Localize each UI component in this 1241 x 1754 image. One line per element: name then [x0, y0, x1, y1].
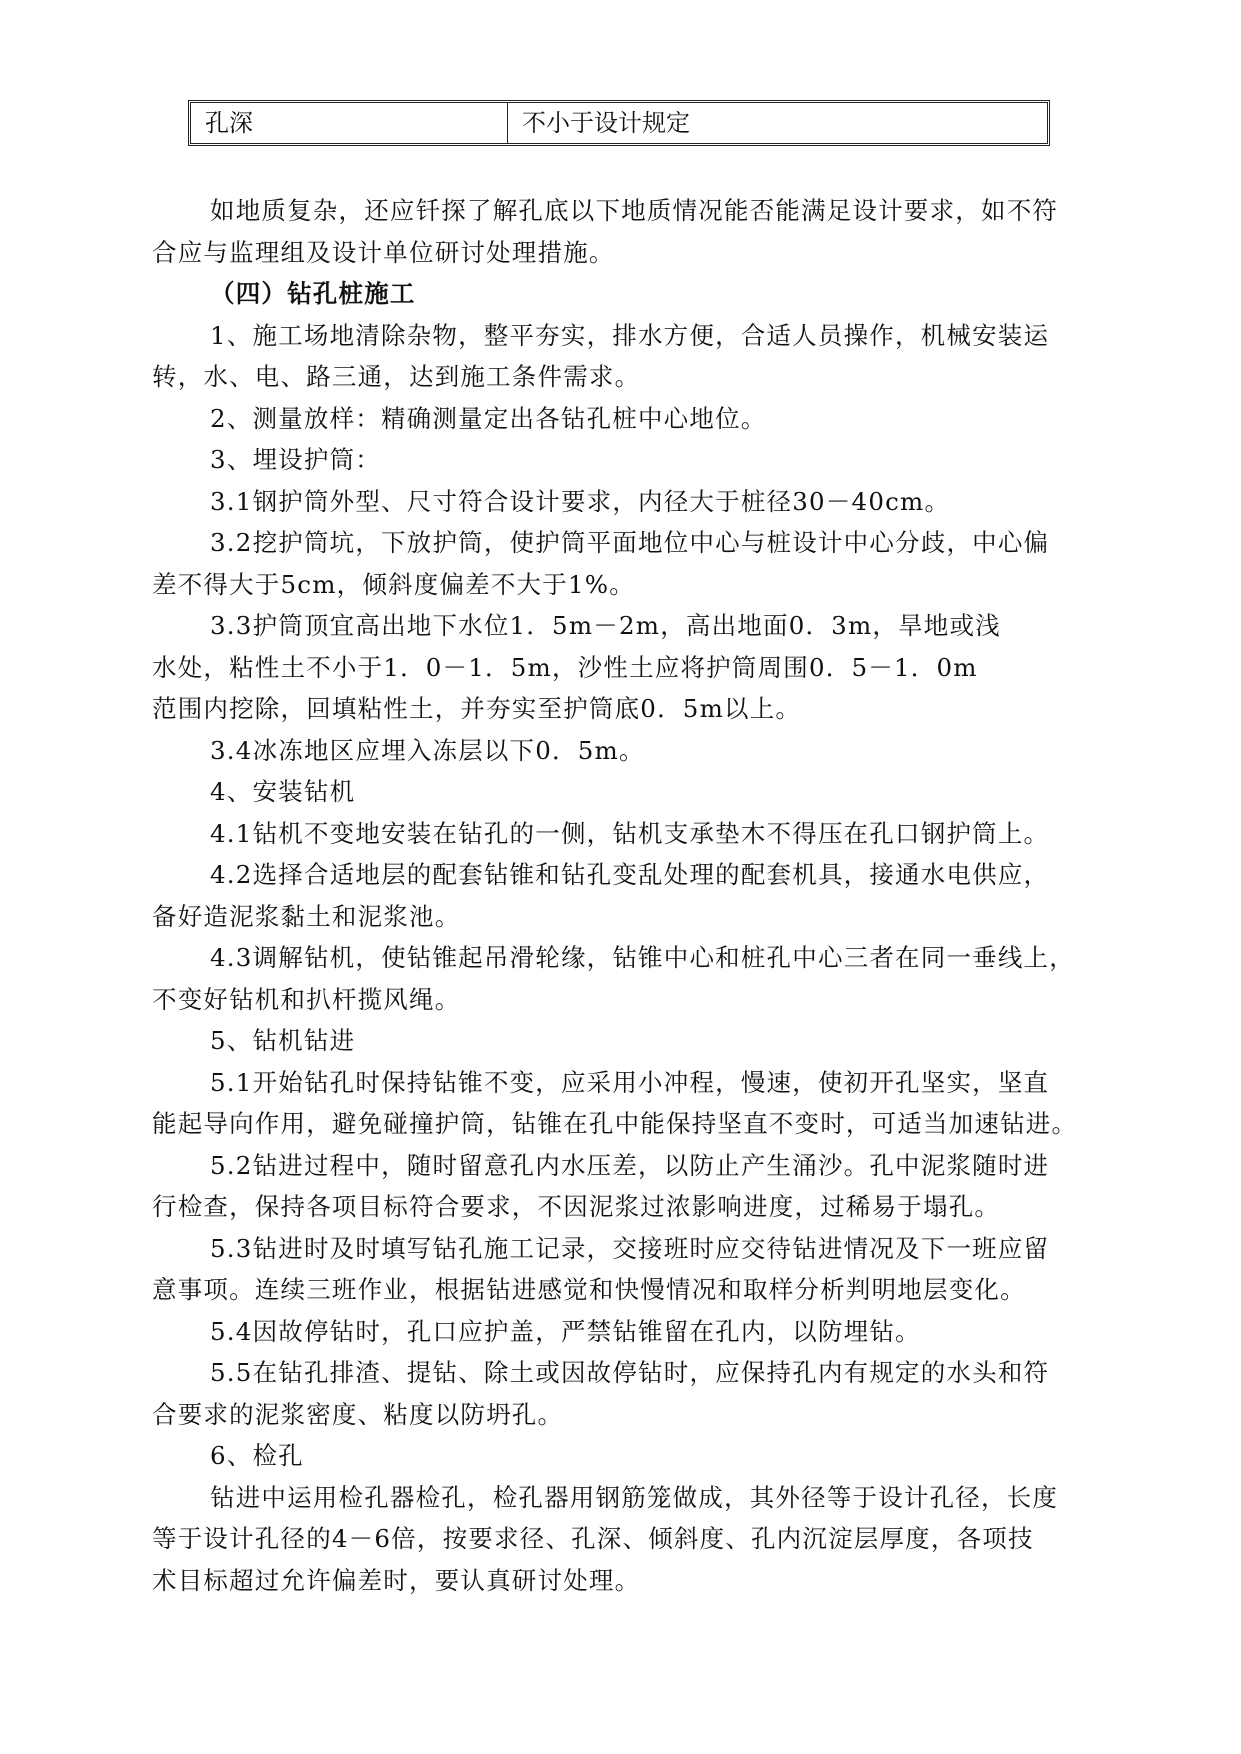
- text-line: 1、施工场地清除杂物，整平夯实，排水方便，合适人员操作，机械安装运: [210, 320, 1050, 350]
- paragraph: [152, 1062, 1092, 1145]
- paragraph: [152, 481, 1092, 523]
- text-line: 不变好钻机和扒杆揽风绳。: [152, 984, 461, 1014]
- text-line: 4.2选择合适地层的配套钻锥和钻孔变乱处理的配套机具，接通水电供应，: [210, 860, 1050, 889]
- text-line: 5.5在钻孔排渣、提钻、除土或因故停钻时，应保持孔内有规定的水头和符: [210, 1358, 1050, 1387]
- text-line: 差不得大于5cm，倾斜度偏差不大于1%。: [152, 569, 635, 599]
- paragraph: [152, 1435, 1092, 1477]
- text-line: 合要求的泥浆密度、粘度以防坍孔。: [152, 1399, 564, 1429]
- text-line: 5.3钻进时及时填写钻孔施工记录，交接班时应交待钻进情况及下一班应留: [210, 1233, 1050, 1263]
- paragraph: [152, 937, 1092, 1020]
- table-cell-label: 孔深: [191, 103, 508, 143]
- text-line: 3.3护筒顶宜高出地下水位1．5m－2m，高出地面0．3m，旱地或浅: [210, 611, 1001, 640]
- paragraph: [152, 190, 1092, 273]
- paragraph: [152, 1311, 1092, 1353]
- text-line: 行检查，保持各项目标符合要求，不因泥浆过浓影响进度，过稀易于塌孔。: [152, 1192, 1001, 1221]
- text-line: 2、测量放样：精确测量定出各钻孔桩中心地位。: [210, 403, 767, 433]
- text-line: 5.1开始钻孔时保持钻锥不变，应采用小冲程，慢速，使初开孔坚实，坚直: [210, 1067, 1050, 1097]
- paragraph: [152, 398, 1092, 440]
- document-body: [152, 190, 1092, 1601]
- text-line: 3.2挖护筒坑，下放护筒，使护筒平面地位中心与桩设计中心分歧，中心偏: [210, 528, 1050, 557]
- text-line: 等于设计孔径的4－6倍，按要求径、孔深、倾斜度、孔内沉淀层厚度，各项技: [152, 1524, 1034, 1553]
- paragraph: [152, 1145, 1092, 1228]
- paragraph: [152, 1020, 1092, 1062]
- text-line: 4、安装钻机: [210, 777, 356, 806]
- text-line: 转，水、电、路三通，达到施工条件需求。: [152, 362, 641, 391]
- text-line: 4.3调解钻机，使钻锥起吊滑轮缘，钻锥中心和桩孔中心三者在同一垂线上，: [210, 943, 1075, 972]
- text-line: 备好造泥浆黏土和泥浆池。: [152, 901, 461, 931]
- text-line: 3.4冰冻地区应埋入冻层以下0．5m。: [210, 735, 645, 765]
- text-line: 术目标超过允许偏差时，要认真研讨处理。: [152, 1565, 641, 1595]
- heading-text: （四）钻孔桩施工: [210, 279, 416, 308]
- text-line: 6、检孔: [210, 1441, 304, 1470]
- text-line: 意事项。连续三班作业，根据钻进感觉和快慢情况和取样分析判明地层变化。: [152, 1275, 1026, 1304]
- paragraph: [152, 522, 1092, 605]
- paragraph: [152, 1228, 1092, 1311]
- text-line: 5、钻机钻进: [210, 1026, 356, 1055]
- paragraph: [152, 813, 1092, 855]
- paragraph: [152, 1352, 1092, 1435]
- paragraph: [152, 1477, 1092, 1602]
- text-line: 4.1钻机不变地安装在钻孔的一侧，钻机支承垫木不得压在孔口钢护筒上。: [210, 818, 1050, 848]
- paragraph: [152, 854, 1092, 937]
- text-line: 3.1钢护筒外型、尺寸符合设计要求，内径大于桩径30－40cm。: [210, 486, 951, 516]
- text-line: 3、埋设护筒：: [210, 445, 381, 474]
- text-line: 水处，粘性土不小于1．0－1．5m，沙性土应将护筒周围0．5－1．0m: [152, 652, 978, 682]
- spec-table: [188, 100, 1050, 146]
- paragraph: [152, 771, 1092, 813]
- text-line: 合应与监理组及设计单位研讨处理措施。: [152, 237, 615, 267]
- text-line: 如地质复杂，还应钎探了解孔底以下地质情况能否能满足设计要求，如不符: [210, 196, 1059, 225]
- text-line: 能起导向作用，避免碰撞护筒，钻锥在孔中能保持坚直不变时，可适当加速钻进。: [152, 1109, 1078, 1138]
- paragraph: [152, 730, 1092, 772]
- text-line: 范围内挖除，回填粘性土，并夯实至护筒底0．5m以上。: [152, 694, 802, 723]
- paragraph: [152, 605, 1092, 730]
- table-cell-value: 不小于设计规定: [522, 109, 690, 137]
- paragraph: [152, 315, 1092, 398]
- text-line: 5.2钻进过程中，随时留意孔内水压差，以防止产生涌沙。孔中泥浆随时进: [210, 1150, 1050, 1180]
- text-line: 钻进中运用检孔器检孔，检孔器用钢筋笼做成，其外径等于设计孔径，长度: [210, 1482, 1059, 1512]
- section-heading: [152, 273, 1092, 315]
- text-line: 5.4因故停钻时，孔口应护盖，严禁钻锥留在孔内，以防埋钻。: [210, 1316, 921, 1346]
- paragraph: [152, 439, 1092, 481]
